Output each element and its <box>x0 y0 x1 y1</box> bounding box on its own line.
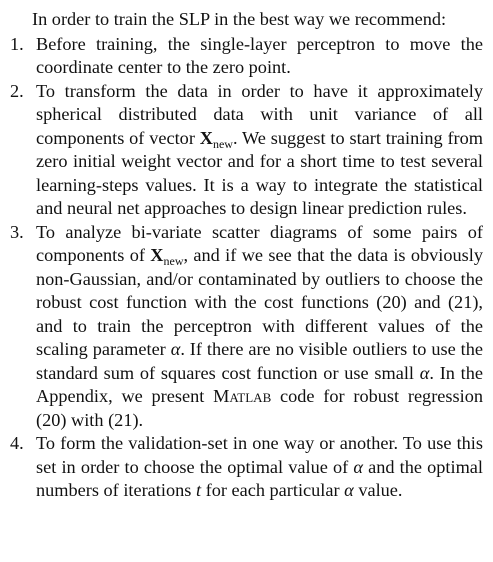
alpha-symbol: α <box>344 480 354 500</box>
recommendation-item-1 <box>10 33 483 80</box>
recommendation-item-4 <box>10 432 483 503</box>
matlab-name: Matlab <box>213 386 272 406</box>
item-text: for each particular <box>201 480 345 500</box>
item-number: 1. <box>10 33 24 54</box>
item-number: 4. <box>10 433 24 453</box>
item-number: 2. <box>10 80 24 101</box>
vector-symbol: X <box>150 245 164 265</box>
recommendation-list <box>10 33 483 503</box>
item-text: , and if we see that the data is obviously non-Gaussian, and/or contaminated by outliers to choose the robust cost function with the cost functions (20) and (21), and to train the perceptron with different values of the scaling parameter <box>36 245 483 359</box>
item-text: . If there are no visible outliers to use the standard sum of squares cost function or use small <box>36 339 483 383</box>
item-text: To form the validation-set in one way or another. To use this set in order to choose the optimal value of <box>36 433 483 477</box>
item-text: To analyze bi-variate scatter diagrams of some pairs of components of <box>36 221 483 265</box>
alpha-symbol: α <box>353 456 363 477</box>
item-text: value. <box>353 480 403 500</box>
item-text: To transform the data in order to have it approximately spherical distributed data with unit variance of all components of vector <box>36 80 483 148</box>
alpha-symbol: α <box>419 362 430 383</box>
recommendation-item-3 <box>10 221 483 433</box>
item-text: and the optimal numbers of iterations <box>36 456 483 500</box>
item-number: 3. <box>10 221 24 242</box>
item-text: code for robust regression (20) with (21). <box>36 386 483 430</box>
vector-symbol: X <box>199 127 213 148</box>
item-text: . We suggest to start training from zero initial weight vector and for a short time to test several learning-steps values. It is a way to integrate the statistical and neural net approaches to design linear prediction rules. <box>36 127 483 218</box>
vector-subscript: new <box>163 254 184 268</box>
item-text: . In the Appendix, we present <box>36 362 484 406</box>
intro-paragraph: In order to train the SLP in the best way we recommend: <box>32 9 447 29</box>
t-symbol: t <box>195 480 202 500</box>
recommendation-item-2 <box>10 80 483 221</box>
alpha-symbol: α <box>170 339 181 359</box>
vector-subscript: new <box>212 136 233 151</box>
item-text: Before training, the single-layer perceptron to move the coordinate center to the zero point. <box>36 33 483 77</box>
